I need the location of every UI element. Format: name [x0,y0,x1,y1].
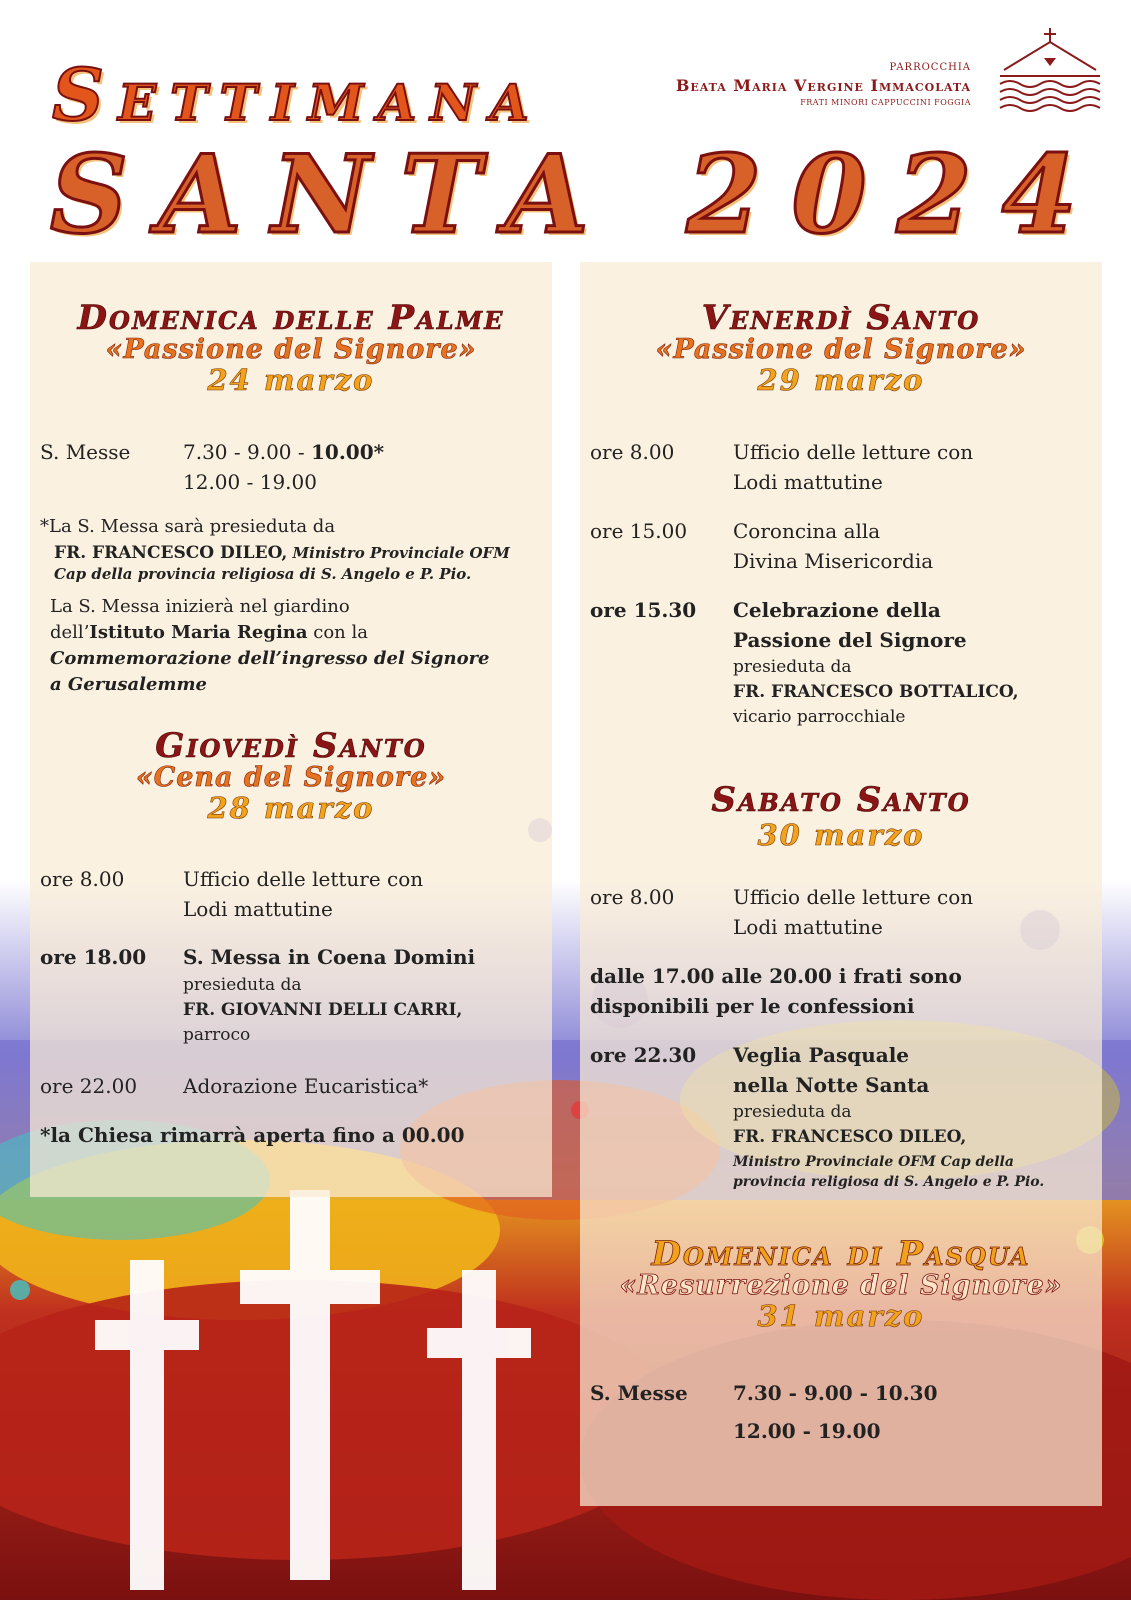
palme-presider-role2: Cap della provincia religiosa di S. Angelo e P. Pio. [54,565,472,583]
parish-name: Beata Maria Vergine Immacolata [675,76,971,95]
palme-presider-role: Ministro Provinciale OFM [287,544,510,562]
sabato-r2-desc5: Ministro Provinciale OFM Cap della [733,1154,1014,1170]
sabato-r2-desc4: FR. FRANCESCO DILEO, [733,1127,967,1147]
giovedi-title: Giovedì Santo [155,726,427,766]
palme-note2b: dell’ [50,622,90,643]
church-logo-icon [998,28,1102,114]
venerdi-r2-desc2: Divina Misericordia [733,549,934,573]
pasqua-masses-times1: 7.30 - 9.00 - 10.30 [733,1381,938,1405]
giovedi-r2-desc3: FR. GIOVANNI DELLI CARRI, [183,1000,463,1020]
giovedi-header [30,726,552,825]
palme-presider-name: FR. FRANCESCO DILEO, [54,543,288,563]
sabato-r1-time: ore 8.00 [590,885,675,909]
venerdi-r3-time: ore 15.30 [590,598,697,622]
palme-note2f: a Gerusalemme [50,674,207,695]
venerdi-title: Venerdì Santo [701,298,981,338]
giovedi-date: 28 marzo [207,791,375,825]
palme-header [30,298,552,397]
giovedi-r2-desc2: presieduta da [183,975,302,995]
palme-masses-times-a: 7.30 - 9.00 - [183,440,312,464]
sabato-header [580,780,1102,852]
palme-masses-times [183,437,384,467]
giovedi-r2-desc4: parroco [183,1025,251,1045]
pasqua-date: 31 marzo [757,1299,925,1333]
palme-note2d: con la [307,622,368,643]
parish-logo-text [676,62,971,107]
parish-small: PARROCCHIA [889,62,971,73]
venerdi-subtitle: «Passione del Signore» [655,334,1027,365]
pasqua-title: Domenica di Pasqua [651,1234,1031,1274]
venerdi-r3-desc4: FR. FRANCESCO BOTTALICO, [733,682,1019,702]
sabato-r2-time: ore 22.30 [590,1043,697,1067]
sabato-confess2: disponibili per le confessioni [590,994,915,1018]
sabato-r2-desc1: Veglia Pasquale [733,1043,910,1067]
venerdi-r1-desc2: Lodi mattutine [733,470,883,494]
giovedi-r1-desc1: Ufficio delle letture con [183,867,424,891]
title-santa-2024: SANTA 2024 [50,132,1107,258]
venerdi-r1-time: ore 8.00 [590,440,675,464]
giovedi-subtitle: «Cena del Signore» [135,762,447,793]
right-panel [580,262,1102,1506]
palme-note2 [50,594,490,698]
pasqua-masses-label: S. Messe [590,1381,688,1405]
pasqua-header [580,1234,1102,1333]
palme-note2c: Istituto Maria Regina [89,622,308,643]
sabato-r1-desc2: Lodi mattutine [733,915,883,939]
giovedi-r1-time: ore 8.00 [40,867,125,891]
venerdi-r3-desc2: Passione del Signore [733,628,967,652]
giovedi-footnote: *la Chiesa rimarrà aperta fino a 00.00 [40,1123,465,1147]
sabato-r2-desc2: nella Notte Santa [733,1073,930,1097]
venerdi-r2-time: ore 15.00 [590,519,688,543]
palme-masses-label: S. Messe [40,440,131,464]
palme-note2e: Commemorazione dell’ingresso del Signore [50,648,490,669]
sabato-r2-desc3: presieduta da [733,1102,852,1122]
left-panel [30,262,552,1197]
venerdi-r1-desc1: Ufficio delle letture con [733,440,974,464]
sabato-r2-desc6: provincia religiosa di S. Angelo e P. Pio. [733,1174,1045,1190]
palme-note1: *La S. Messa sarà presieduta da [40,516,336,537]
giovedi-r2-desc1: S. Messa in Coena Domini [183,945,476,969]
venerdi-r3-desc3: presieduta da [733,657,852,677]
giovedi-r3-desc: Adorazione Eucaristica* [183,1074,429,1098]
giovedi-r2-time: ore 18.00 [40,945,147,969]
giovedi-r1-desc2: Lodi mattutine [183,897,333,921]
venerdi-date: 29 marzo [757,363,925,397]
giovedi-r3-time: ore 22.00 [40,1074,138,1098]
palme-masses-times2: 12.00 - 19.00 [183,470,317,494]
palme-subtitle: «Passione del Signore» [105,334,477,365]
venerdi-r3-desc1: Celebrazione della [733,598,941,622]
sabato-date: 30 marzo [757,818,925,852]
palme-title: Domenica delle Palme [77,298,505,338]
palme-date: 24 marzo [207,363,375,397]
venerdi-r3-desc5: vicario parrocchiale [733,707,906,727]
parish-sub: FRATI MINORI CAPPUCCINI FOGGIA [800,98,971,107]
sabato-title: Sabato Santo [711,780,971,820]
sabato-confess1: dalle 17.00 alle 20.00 i frati sono [590,964,962,988]
venerdi-header [580,298,1102,397]
three-crosses-icon [90,1180,550,1600]
palme-presider [54,543,510,585]
pasqua-subtitle: «Resurrezione del Signore» [619,1270,1063,1301]
sabato-r1-desc1: Ufficio delle letture con [733,885,974,909]
palme-note2a: La S. Messa inizierà nel giardino [50,596,350,617]
title-settimana: Settimana [52,52,543,137]
palme-masses-times-b: 10.00* [311,440,385,464]
venerdi-r2-desc1: Coroncina alla [733,519,881,543]
pasqua-masses-times2: 12.00 - 19.00 [733,1419,881,1443]
